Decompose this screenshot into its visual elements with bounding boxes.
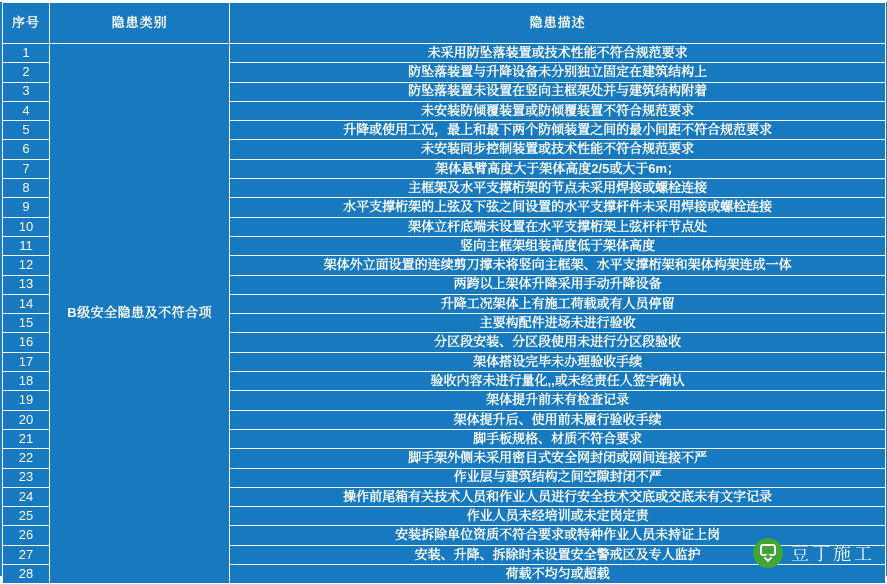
row-description: 脚手架外侧未采用密目式安全网封闭或网间连接不严 [230,449,886,468]
row-description: 验收内容未进行量化,,或未经责任人签字确认 [230,372,886,391]
table-row [3,44,886,63]
row-seq: 13 [3,275,50,294]
row-description: 水平支撑桁架的上弦及下弦之间设置的水平支撑杆件未采用焊接或螺栓连接 [230,198,886,217]
row-description: 操作前尾箱有关技术人员和作业人员进行安全技术交底或交底未有文字记录 [230,487,886,506]
row-seq: 16 [3,333,50,352]
row-seq: 1 [3,44,50,63]
row-description: 未安装同步控制装置或技术性能不符合规范要求 [230,140,886,159]
row-seq: 10 [3,217,50,236]
row-description: 竖向主框架组装高度低于架体高度 [230,236,886,255]
row-seq: 24 [3,487,50,506]
row-description: 架体外立面设置的连续剪刀撑未将竖向主框架、水平支撑桁架和架体构架连成一体 [230,256,886,275]
row-category: B级安全隐患及不符合项 [50,44,230,584]
hazard-table [2,2,886,584]
row-description: 架体搭设完毕未办理验收手续 [230,352,886,371]
row-seq: 12 [3,256,50,275]
row-seq: 3 [3,82,50,101]
row-description: 安装、升降、拆除时未设置安全警戒区及专人监护 [230,545,886,564]
row-description: 荷载不均匀或超载 [230,565,886,584]
row-description: 安装拆除单位资质不符合要求或特种作业人员未持证上岗 [230,526,886,545]
row-description: 分区段安装、分区段使用未进行分区段验收 [230,333,886,352]
row-seq: 19 [3,391,50,410]
row-seq: 15 [3,314,50,333]
row-seq: 28 [3,565,50,584]
row-seq: 25 [3,507,50,526]
row-description: 架体提升后、使用前未履行验收手续 [230,410,886,429]
row-seq: 20 [3,410,50,429]
table-header [3,3,886,44]
table-body [3,44,886,584]
row-seq: 9 [3,198,50,217]
column-header-category: 隐患类别 [50,3,230,44]
row-seq: 7 [3,159,50,178]
row-description: 架体立杆底端未设置在水平支撑桁架上弦杆杆节点处 [230,217,886,236]
row-description: 升降工况架体上有施工荷载或有人员停留 [230,294,886,313]
row-seq: 21 [3,429,50,448]
row-description: 两跨以上架体升降采用手动升降设备 [230,275,886,294]
row-description: 未采用防坠落装置或技术性能不符合规范要求 [230,44,886,63]
document-sheet [0,2,887,581]
row-seq: 2 [3,63,50,82]
row-seq: 6 [3,140,50,159]
row-description: 作业层与建筑结构之间空隙封闭不严 [230,468,886,487]
row-description: 防坠落装置未设置在竖向主框架处并与建筑结构附着 [230,82,886,101]
row-seq: 4 [3,101,50,120]
row-description: 主框架及水平支撑桁架的节点未采用焊接或螺栓连接 [230,179,886,198]
row-description: 脚手板规格、材质不符合要求 [230,429,886,448]
row-seq: 23 [3,468,50,487]
row-description: 未安装防倾覆装置或防倾覆装置不符合规范要求 [230,101,886,120]
row-description: 主要构配件进场未进行验收 [230,314,886,333]
row-description: 架体提升前未有检查记录 [230,391,886,410]
row-description: 升降或使用工况，最上和最下两个防倾装置之间的最小间距不符合规范要求 [230,121,886,140]
row-seq: 11 [3,236,50,255]
row-seq: 26 [3,526,50,545]
row-seq: 14 [3,294,50,313]
row-seq: 5 [3,121,50,140]
row-seq: 8 [3,179,50,198]
row-description: 防坠落装置与升降设备未分别独立固定在建筑结构上 [230,63,886,82]
column-header-description: 隐患描述 [230,3,886,44]
watermark-label: 豆丁施工 [791,544,875,564]
row-seq: 17 [3,352,50,371]
table-header-row [3,3,886,44]
row-description: 架体悬臂高度大于架体高度2/5或大于6m； [230,159,886,178]
row-seq: 18 [3,372,50,391]
row-description: 作业人员未经培训或未定岗定责 [230,507,886,526]
row-seq: 27 [3,545,50,564]
row-seq: 22 [3,449,50,468]
column-header-seq: 序号 [3,3,50,44]
